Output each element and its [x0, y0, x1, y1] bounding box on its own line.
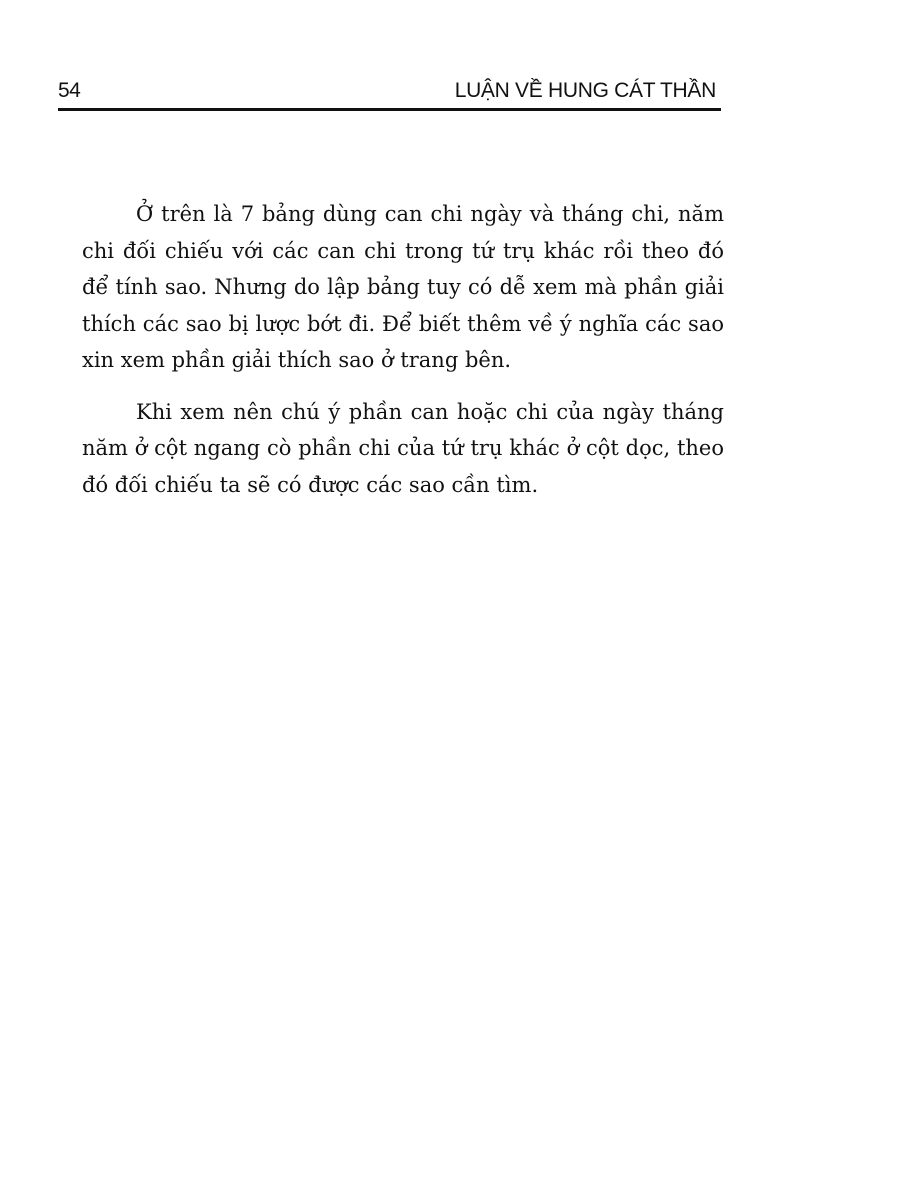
paragraph: Ở trên là 7 bảng dùng can chi ngày và tháng chi, năm chi đối chiếu với các can chi trong tứ trụ khác rồi theo đó để tính sao. Nhưng do lập bảng tuy có dễ xem mà phần giải thích các sao bị lược bớt đi. Để biết thêm về ý nghĩa các sao xin xem phần giải thích sao ở trang bên.	[82, 202, 724, 372]
page-number: 54	[58, 79, 81, 102]
body-text	[82, 196, 724, 503]
running-title: LUẬN VỀ HUNG CÁT THẦN	[454, 79, 716, 102]
header-divider	[58, 108, 721, 111]
page-header	[58, 78, 720, 108]
paragraph: Khi xem nên chú ý phần can hoặc chi của ngày tháng năm ở cột ngang cò phần chi của tứ trụ khác ở cột dọc, theo đó đối chiếu ta sẽ có được các sao cần tìm.	[82, 399, 724, 497]
